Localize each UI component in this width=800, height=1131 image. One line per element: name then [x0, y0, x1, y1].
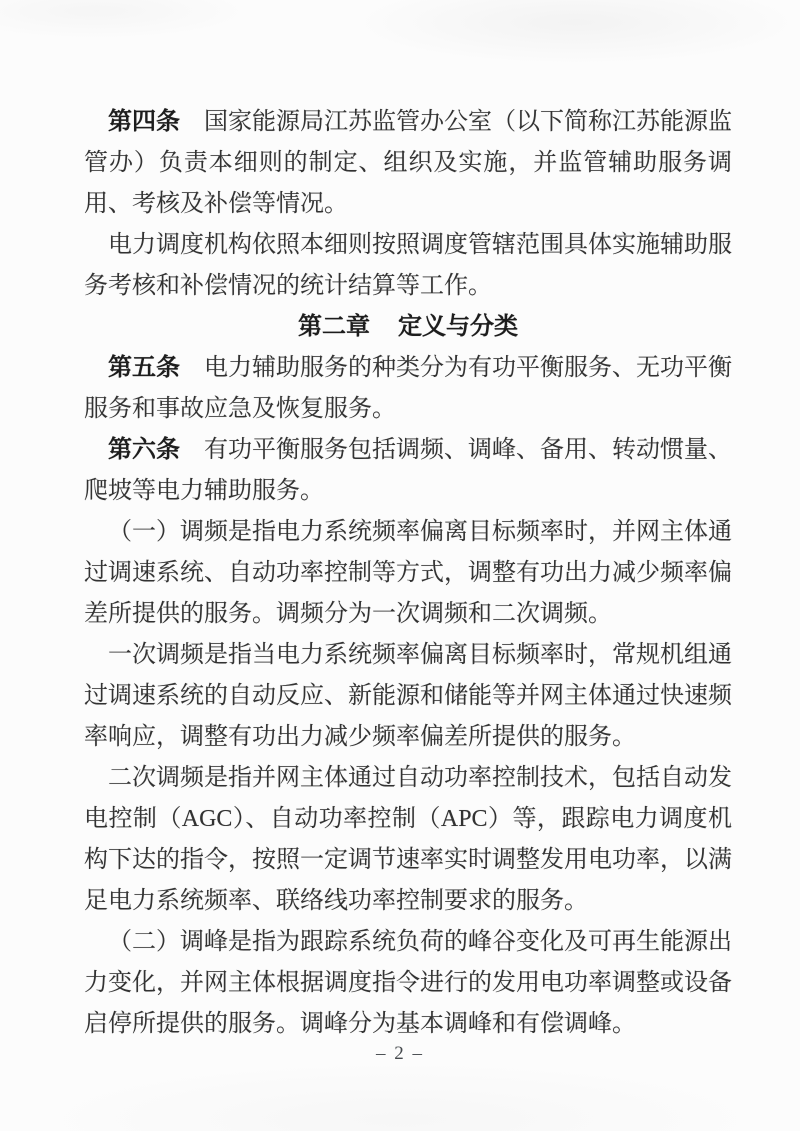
- paragraph-text: （二）调峰是指为跟踪系统负荷的峰谷变化及可再生能源出力变化，并网主体根据调度指令进行的发用电功率调整或设备启停所提供的服务。调峰分为基本调峰和有偿调峰。: [84, 929, 732, 1037]
- paragraph-text: 国家能源局江苏监管办公室（以下简称江苏能源监管办）负责本细则的制定、组织及实施，并监管辅助服务调用、考核及补偿等情况。: [84, 109, 732, 217]
- chapter-2-heading: [84, 307, 732, 348]
- paragraph-text: 电力调度机构依照本细则按照调度管辖范围具体实施辅助服务考核和补偿情况的统计结算等工作。: [84, 232, 732, 299]
- page-number: – 2 –: [376, 1043, 424, 1064]
- paragraph-article-5: [84, 348, 732, 430]
- paragraph-text: 二次调频是指并网主体通过自动功率控制技术，包括自动发电控制（AGC）、自动功率控制（APC）等，跟踪电力调度机构下达的指令，按照一定调节速率实时调整发用电功率，以满足电力系统频率、联络线功率控制要求的服务。: [84, 765, 732, 914]
- paragraph-text: （一）调频是指电力系统频率偏离目标频率时，并网主体通过调速系统、自动功率控制等方式，调整有功出力减少频率偏差所提供的服务。调频分为一次调频和二次调频。: [84, 519, 732, 627]
- article-number: 第六条: [108, 437, 180, 463]
- paragraph-dispatch-duty: [84, 225, 732, 307]
- paragraph-text: 电力辅助服务的种类分为有功平衡服务、无功平衡服务和事故应急及恢复服务。: [84, 355, 732, 422]
- paragraph-text: 一次调频是指当电力系统频率偏离目标频率时，常规机组通过调速系统的自动反应、新能源和储能等并网主体通过快速频率响应，调整有功出力减少频率偏差所提供的服务。: [84, 642, 732, 750]
- document-body: [84, 102, 732, 1045]
- paragraph-text: 有功平衡服务包括调频、调峰、备用、转动惯量、爬坡等电力辅助服务。: [84, 437, 732, 504]
- article-number: 第五条: [108, 355, 180, 381]
- paragraph-item-1-frequency-regulation: [84, 512, 732, 635]
- article-number: 第四条: [108, 109, 180, 135]
- paragraph-article-4: [84, 102, 732, 225]
- paragraph-secondary-frequency-regulation: [84, 758, 732, 922]
- chapter-number: 第二章: [298, 314, 370, 340]
- chapter-title: 定义与分类: [398, 314, 518, 340]
- paragraph-item-2-peak-regulation: [84, 922, 732, 1045]
- paragraph-primary-frequency-regulation: [84, 635, 732, 758]
- paragraph-article-6: [84, 430, 732, 512]
